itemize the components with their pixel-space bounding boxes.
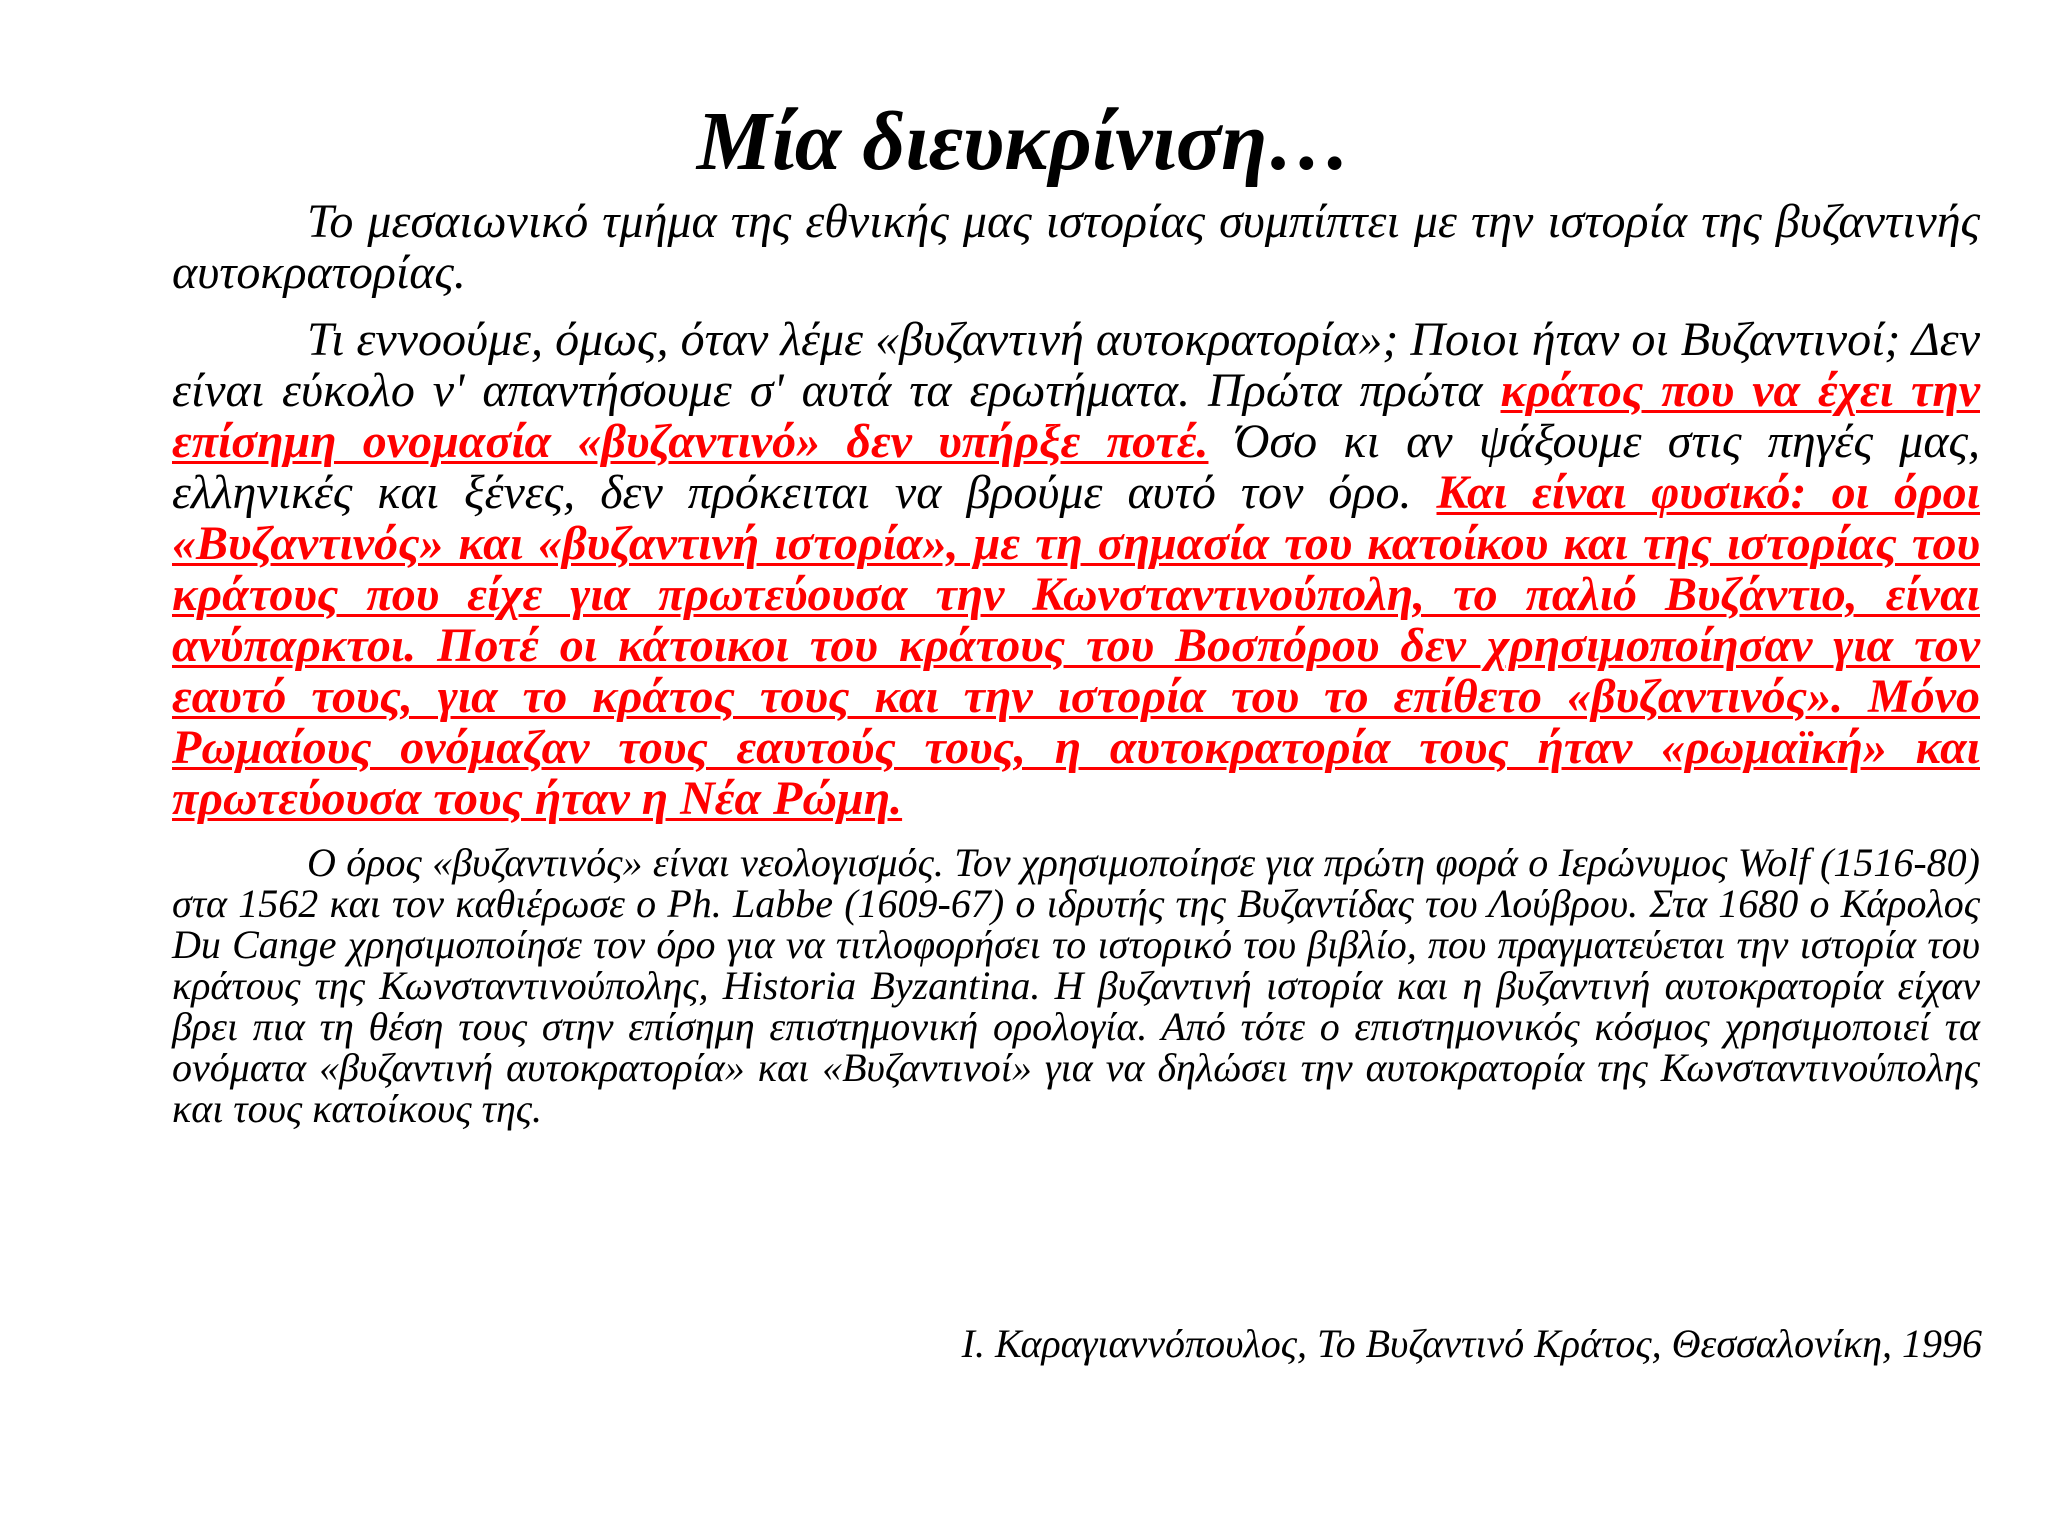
paragraph-intro: Το μεσαιωνικό τμήμα της εθνικής μας ιστορίας συμπίπτει με την ιστορία της βυζαντινής αυτοκρατορίας. [172,195,1980,299]
paragraph-definition-text-b: Όσο κι αν ψάξουμε στις πηγές μας, ελληνικές και ξένες, δεν πρόκειται να βρούμε αυτό τον όρο. [172,415,1981,519]
slide-body [172,196,1980,1129]
emphasis-romans-identity: Και είναι φυσικό: οι όροι «Βυζαντινός» και «βυζαντινή ιστορία», με τη σημασία του κατοίκου και της ιστορίας του κράτους που είχε για πρωτεύουσα την Κωνσταντινούπολη, το παλιό Βυζάντιο, είναι ανύπαρκτοι. Ποτέ οι κάτοικοι του κράτους του Βοσπόρου δεν χρησιμοποίησαν για τον εαυτό τους, για το κράτος τους και την ιστορία του το επίθετο «βυζαντινός». Μόνο Ρωμαίους ονόμαζαν τους εαυτούς τους, η αυτοκρατορία τους ήταν «ρωμαϊκή» και πρωτεύουσα τους ήταν η Νέα Ρώμη. [172,466,1981,825]
paragraph-definition [172,314,1980,824]
citation: Ι. Καραγιαννόπουλος, Το Βυζαντινό Κράτος, Θεσσαλονίκη, 1996 [961,1321,1982,1366]
paragraph-neologism: Ο όρος «βυζαντινός» είναι νεολογισμός. Τον χρησιμοποίησε για πρώτη φορά ο Ιερώνυμος Wolf (1516-80) στα 1562 και τον καθιέρωσε ο Ph. Labbe (1609-67) ο ιδρυτής της Βυζαντίδας του Λούβρου. Στα 1680 ο Κάρολος Du Cange χρησιμοποίησε τον όρο για να τιτλοφορήσει το ιστορικό του βιβλίο, που πραγματεύεται την ιστορία του κράτους της Κωνσταντινούπολης, Historia Byzantina. Η βυζαντινή ιστορία και η βυζαντινή αυτοκρατορία είχαν βρει πια τη θέση τους στην επίσημη επιστημονική ορολογία. Από τότε ο επιστημονικός κόσμος χρησιμοποιεί τα ονόματα «βυζαντινή αυτοκρατορία» και «Βυζαντινοί» για να δηλώσει την αυτοκρατορία της Κωνσταντινούπολης και τους κατοίκους της. [172,840,1980,1131]
slide-title: Μία διευκρίνιση… [696,95,1352,188]
paragraph-definition-text-a: Τι εννοούμε, όμως, όταν λέμε «βυζαντινή αυτοκρατορία»; Ποιοι ήταν οι Βυζαντινοί; Δεν είναι εύκολο ν' απαντήσουμε σ' αυτά τα ερωτήματα. Πρώτα πρώτα [172,313,1980,417]
emphasis-no-byzantine-state: κράτος που να έχει την επίσημη ονομασία «βυζαντινό» δεν υπήρξε ποτέ. [172,364,1980,468]
